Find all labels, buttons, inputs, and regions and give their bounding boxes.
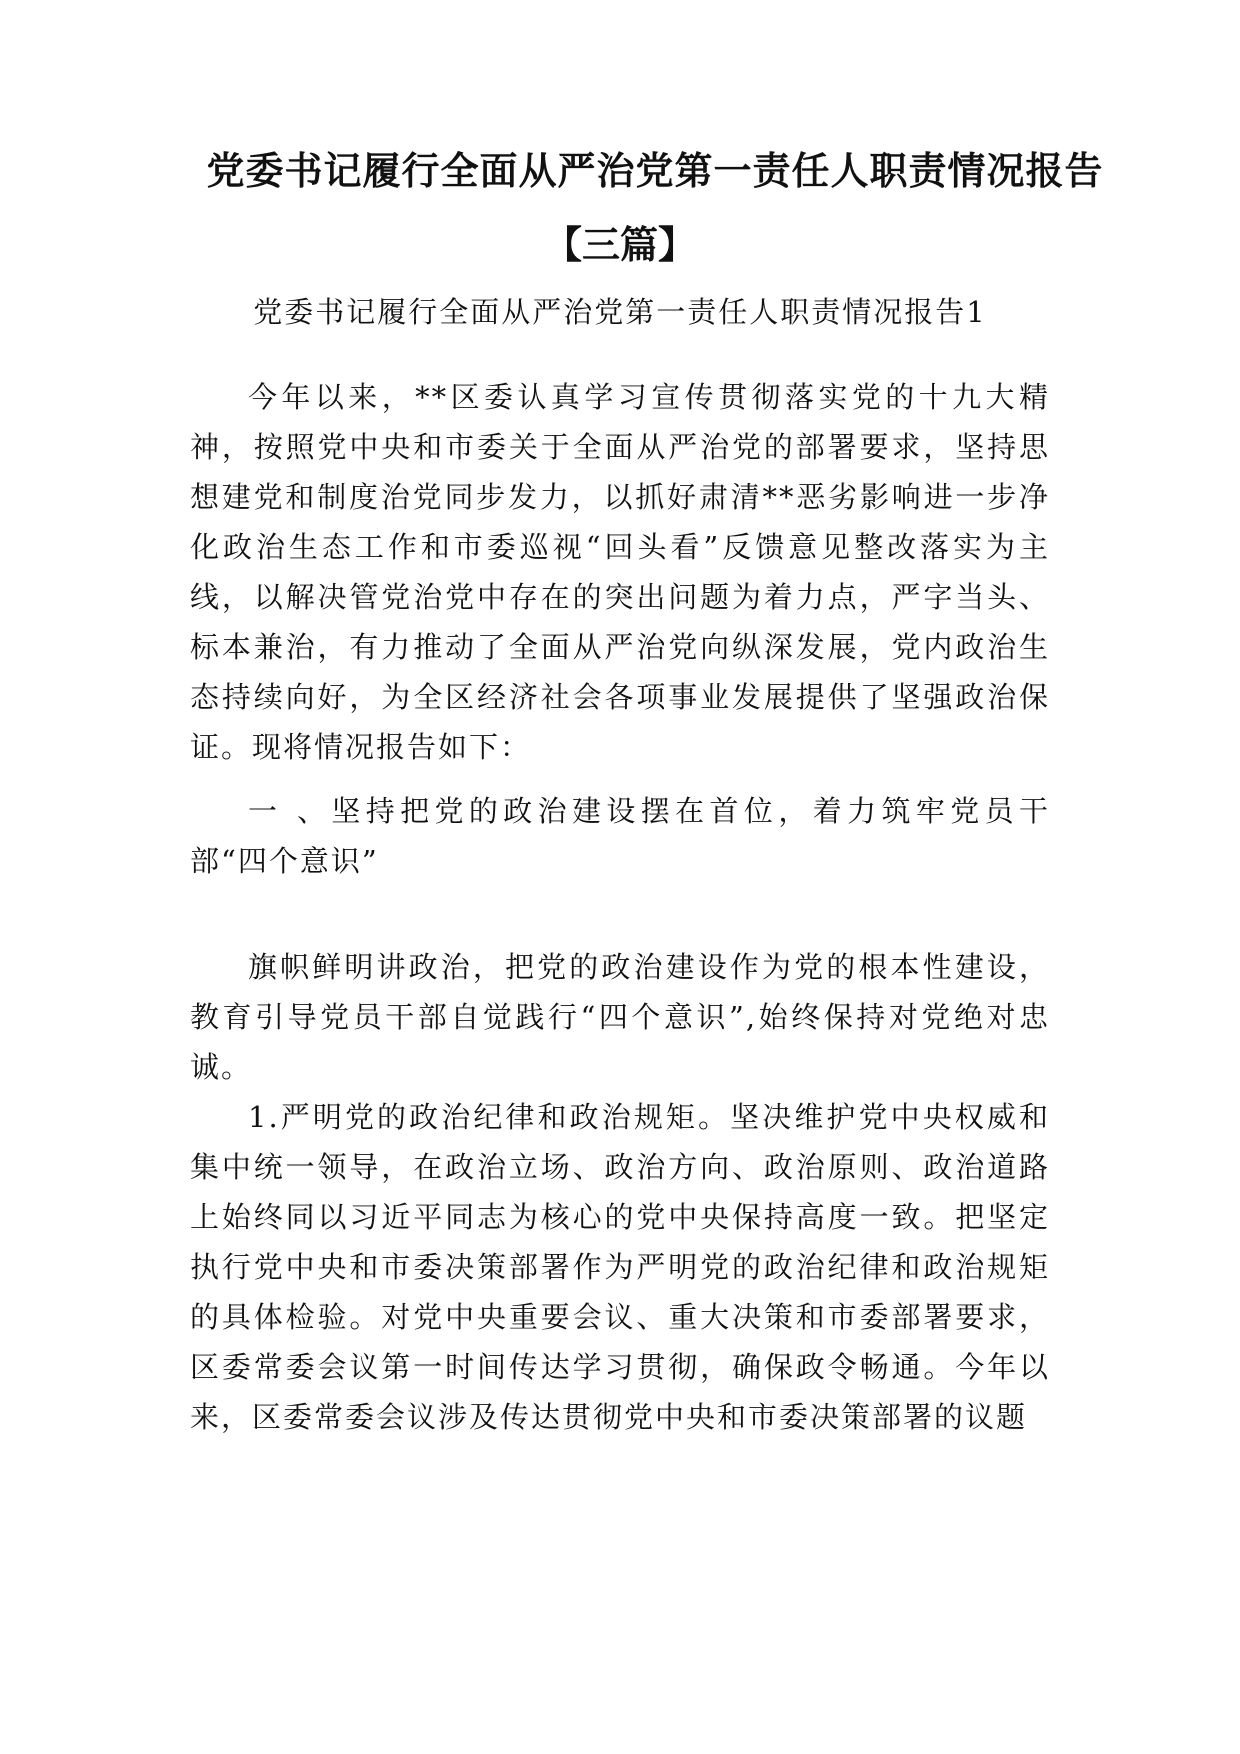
section-subtitle: 党委书记履行全面从严治党第一责任人职责情况报告1 [253, 295, 987, 329]
paragraph-introduction: 今年以来，**区委认真学习宣传贯彻落实党的十九大精神，按照党中央和市委关于全面从严治党的部署要求，坚持思想建党和制度治党同步发力，以抓好肃清**恶劣影响进一步净化政治生态工作和市委巡视“回头看”反馈意见整改落实为主线，以解决管党治党中存在的突出问题为着力点，严字当头、标本兼治，有力推动了全面从严治党向纵深发展，党内政治生态持续向好，为全区经济社会各项事业发展提供了坚强政治保证。现将情况报告如下： [190, 380, 1050, 764]
paragraph-political-building: 旗帜鲜明讲政治，把党的政治建设作为党的根本性建设，教育引导党员干部自觉践行“四个意识”,始终保持对党绝对忠诚。 [190, 950, 1050, 1084]
section-heading-one: 一 、坚持把党的政治建设摆在首位，着力筑牢党员干部“四个意识” [190, 794, 1050, 878]
document-title-suffix: 【三篇】 [543, 222, 696, 267]
paragraph-point-one: 1.严明党的政治纪律和政治规矩。坚决维护党中央权威和集中统一领导，在政治立场、政治方向、政治原则、政治道路上始终同以习近平同志为核心的党中央保持高度一致。把坚定执行党中央和市委决策部署作为严明党的政治纪律和政治规矩的具体检验。对党中央重要会议、重大决策和市委部署要求，区委常委会议第一时间传达学习贯彻，确保政令畅通。今年以来，区委常委会议涉及传达贯彻党中央和市委决策部署的议题 [190, 1100, 1050, 1434]
document-title: 党委书记履行全面从严治党第一责任人职责情况报告 [206, 148, 1104, 193]
